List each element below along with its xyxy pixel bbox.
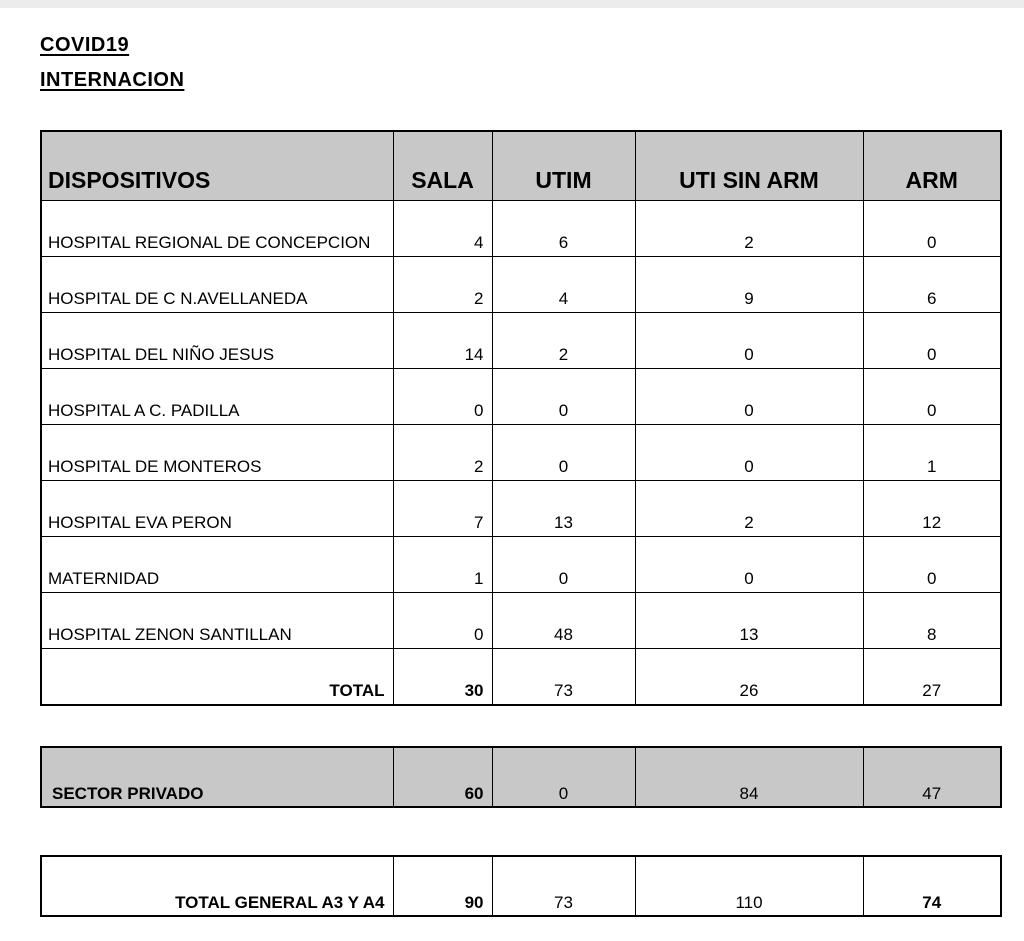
cell-arm: 8 xyxy=(863,593,1001,649)
cell-uti-sin-arm: 13 xyxy=(635,593,863,649)
cell-sala: 4 xyxy=(393,201,492,257)
row-name: HOSPITAL DE C N.AVELLANEDA xyxy=(41,257,393,313)
cell-utim: 48 xyxy=(492,593,635,649)
total-row xyxy=(41,649,1001,706)
table-row xyxy=(41,593,1001,649)
total-arm: 27 xyxy=(863,649,1001,706)
cell-uti-sin-arm: 0 xyxy=(635,537,863,593)
row-name: HOSPITAL ZENON SANTILLAN xyxy=(41,593,393,649)
cell-arm: 0 xyxy=(863,537,1001,593)
cell-sala: 14 xyxy=(393,313,492,369)
cell-uti-sin-arm: 2 xyxy=(635,201,863,257)
table-row xyxy=(41,481,1001,537)
header-utim: UTIM xyxy=(492,131,635,201)
internacion-table xyxy=(40,130,1002,706)
cell-sala: 0 xyxy=(393,593,492,649)
cell-utim: 0 xyxy=(492,425,635,481)
table-row xyxy=(41,201,1001,257)
table-header-row xyxy=(41,131,1001,201)
document-subtitle: INTERNACION xyxy=(40,69,185,91)
top-edge xyxy=(0,0,1024,8)
cell-arm: 0 xyxy=(863,313,1001,369)
cell-sala: 1 xyxy=(393,537,492,593)
total-utim: 73 xyxy=(492,649,635,706)
cell-arm: 12 xyxy=(863,481,1001,537)
cell-utim: 0 xyxy=(492,537,635,593)
row-name: MATERNIDAD xyxy=(41,537,393,593)
cell-utim: 2 xyxy=(492,313,635,369)
general-sala: 90 xyxy=(393,856,492,916)
cell-utim: 13 xyxy=(492,481,635,537)
table-row xyxy=(41,537,1001,593)
row-name: HOSPITAL DE MONTEROS xyxy=(41,425,393,481)
private-sector-row xyxy=(41,747,1001,807)
table-row xyxy=(41,369,1001,425)
private-sala: 60 xyxy=(393,747,492,807)
cell-uti-sin-arm: 0 xyxy=(635,313,863,369)
row-name: HOSPITAL REGIONAL DE CONCEPCION xyxy=(41,201,393,257)
table-row xyxy=(41,425,1001,481)
cell-utim: 6 xyxy=(492,201,635,257)
private-arm: 47 xyxy=(863,747,1001,807)
cell-utim: 0 xyxy=(492,369,635,425)
private-sector-label: SECTOR PRIVADO xyxy=(41,747,393,807)
cell-sala: 2 xyxy=(393,257,492,313)
total-uti-sin-arm: 26 xyxy=(635,649,863,706)
general-uti-sin-arm: 110 xyxy=(635,856,863,916)
row-name: HOSPITAL EVA PERON xyxy=(41,481,393,537)
private-sector-table xyxy=(40,746,1002,808)
cell-arm: 1 xyxy=(863,425,1001,481)
cell-arm: 0 xyxy=(863,369,1001,425)
cell-uti-sin-arm: 0 xyxy=(635,369,863,425)
cell-sala: 7 xyxy=(393,481,492,537)
general-arm: 74 xyxy=(863,856,1001,916)
general-total-table xyxy=(40,855,1002,917)
row-name: HOSPITAL DEL NIÑO JESUS xyxy=(41,313,393,369)
total-label: TOTAL xyxy=(41,649,393,706)
document-title: COVID19 xyxy=(40,34,130,56)
table-row xyxy=(41,313,1001,369)
cell-sala: 0 xyxy=(393,369,492,425)
cell-arm: 6 xyxy=(863,257,1001,313)
cell-uti-sin-arm: 2 xyxy=(635,481,863,537)
general-total-row xyxy=(41,856,1001,916)
row-name: HOSPITAL A C. PADILLA xyxy=(41,369,393,425)
cell-sala: 2 xyxy=(393,425,492,481)
cell-uti-sin-arm: 9 xyxy=(635,257,863,313)
general-total-label: TOTAL GENERAL A3 Y A4 xyxy=(41,856,393,916)
cell-uti-sin-arm: 0 xyxy=(635,425,863,481)
table-row xyxy=(41,257,1001,313)
header-arm: ARM xyxy=(863,131,1001,201)
header-uti-sin-arm: UTI SIN ARM xyxy=(635,131,863,201)
private-uti-sin-arm: 84 xyxy=(635,747,863,807)
cell-arm: 0 xyxy=(863,201,1001,257)
cell-utim: 4 xyxy=(492,257,635,313)
header-sala: SALA xyxy=(393,131,492,201)
general-utim: 73 xyxy=(492,856,635,916)
private-utim: 0 xyxy=(492,747,635,807)
header-dispositivos: DISPOSITIVOS xyxy=(41,131,393,201)
total-sala: 30 xyxy=(393,649,492,706)
